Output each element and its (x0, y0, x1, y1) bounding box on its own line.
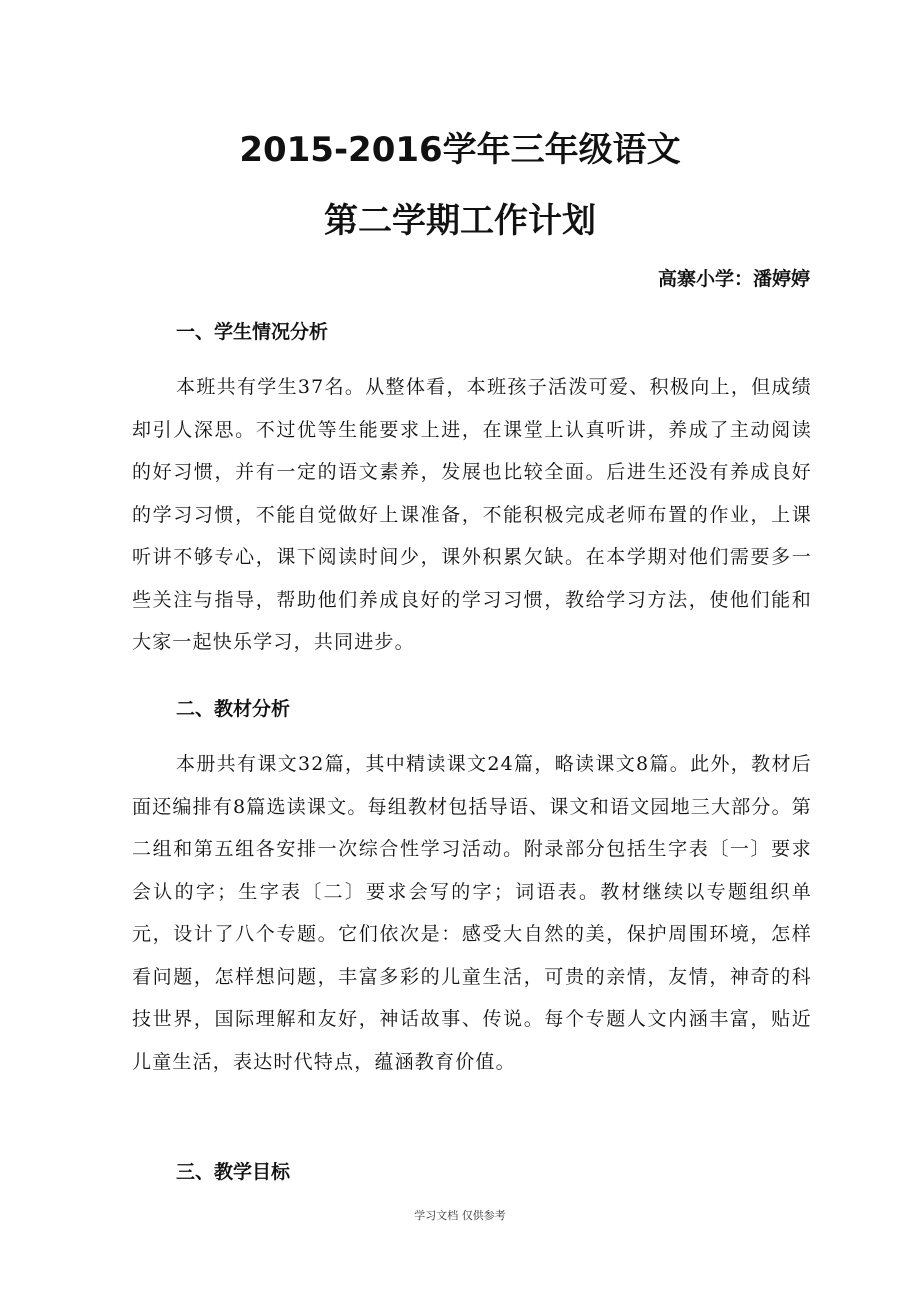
document-title-line-2: 第二学期工作计划 (324, 201, 596, 241)
author-line: 高寨小学：潘婷婷 (657, 268, 810, 290)
section-heading-teaching-goals: 三、教学目标 (176, 1161, 291, 1183)
section-heading-student-analysis: 一、学生情况分析 (176, 321, 329, 343)
section-heading-textbook-analysis: 二、教材分析 (176, 698, 291, 720)
document-title-line-1: 2015-2016学年三年级语文 (239, 130, 681, 170)
section-body-student-analysis: 本班共有学生37名。从整体看，本班孩子活泼可爱、积极向上，但成绩却引人深思。不过优等生能要求上进，在课堂上认真听讲，养成了主动阅读的好习惯，并有一定的语文素养，发展也比较全面。后进生还没有养成良好的学习习惯，不能自觉做好上课准备，不能积极完成老师布置的作业，上课听讲不够专心，课下阅读时间少，课外积累欠缺。在本学期对他们需要多一些关注与指导，帮助他们养成良好的学习习惯，教给学习方法，使他们能和大家一起快乐学习，共同进步。 (132, 376, 812, 653)
section-body-textbook-analysis: 本册共有课文32篇，其中精读课文24篇，略读课文8篇。此外，教材后面还编排有8篇选读课文。每组教材包括导语、课文和语文园地三大部分。第二组和第五组各安排一次综合性学习活动。附录部分包括生字表〔一〕要求会认的字；生字表〔二〕要求会写的字；词语表。教材继续以专题组织单元，设计了八个专题。它们依次是：感受大自然的美，保护周围环境，怎样看问题，怎样想问题，丰富多彩的儿童生活，可贵的亲情，友情，神奇的科技世界，国际理解和友好，神话故事、传说。每个专题人文内涵丰富，贴近儿童生活，表达时代特点，蕴涵教育价值。 (132, 753, 812, 1073)
page-footer: 学习文档 仅供参考 (414, 1209, 506, 1222)
